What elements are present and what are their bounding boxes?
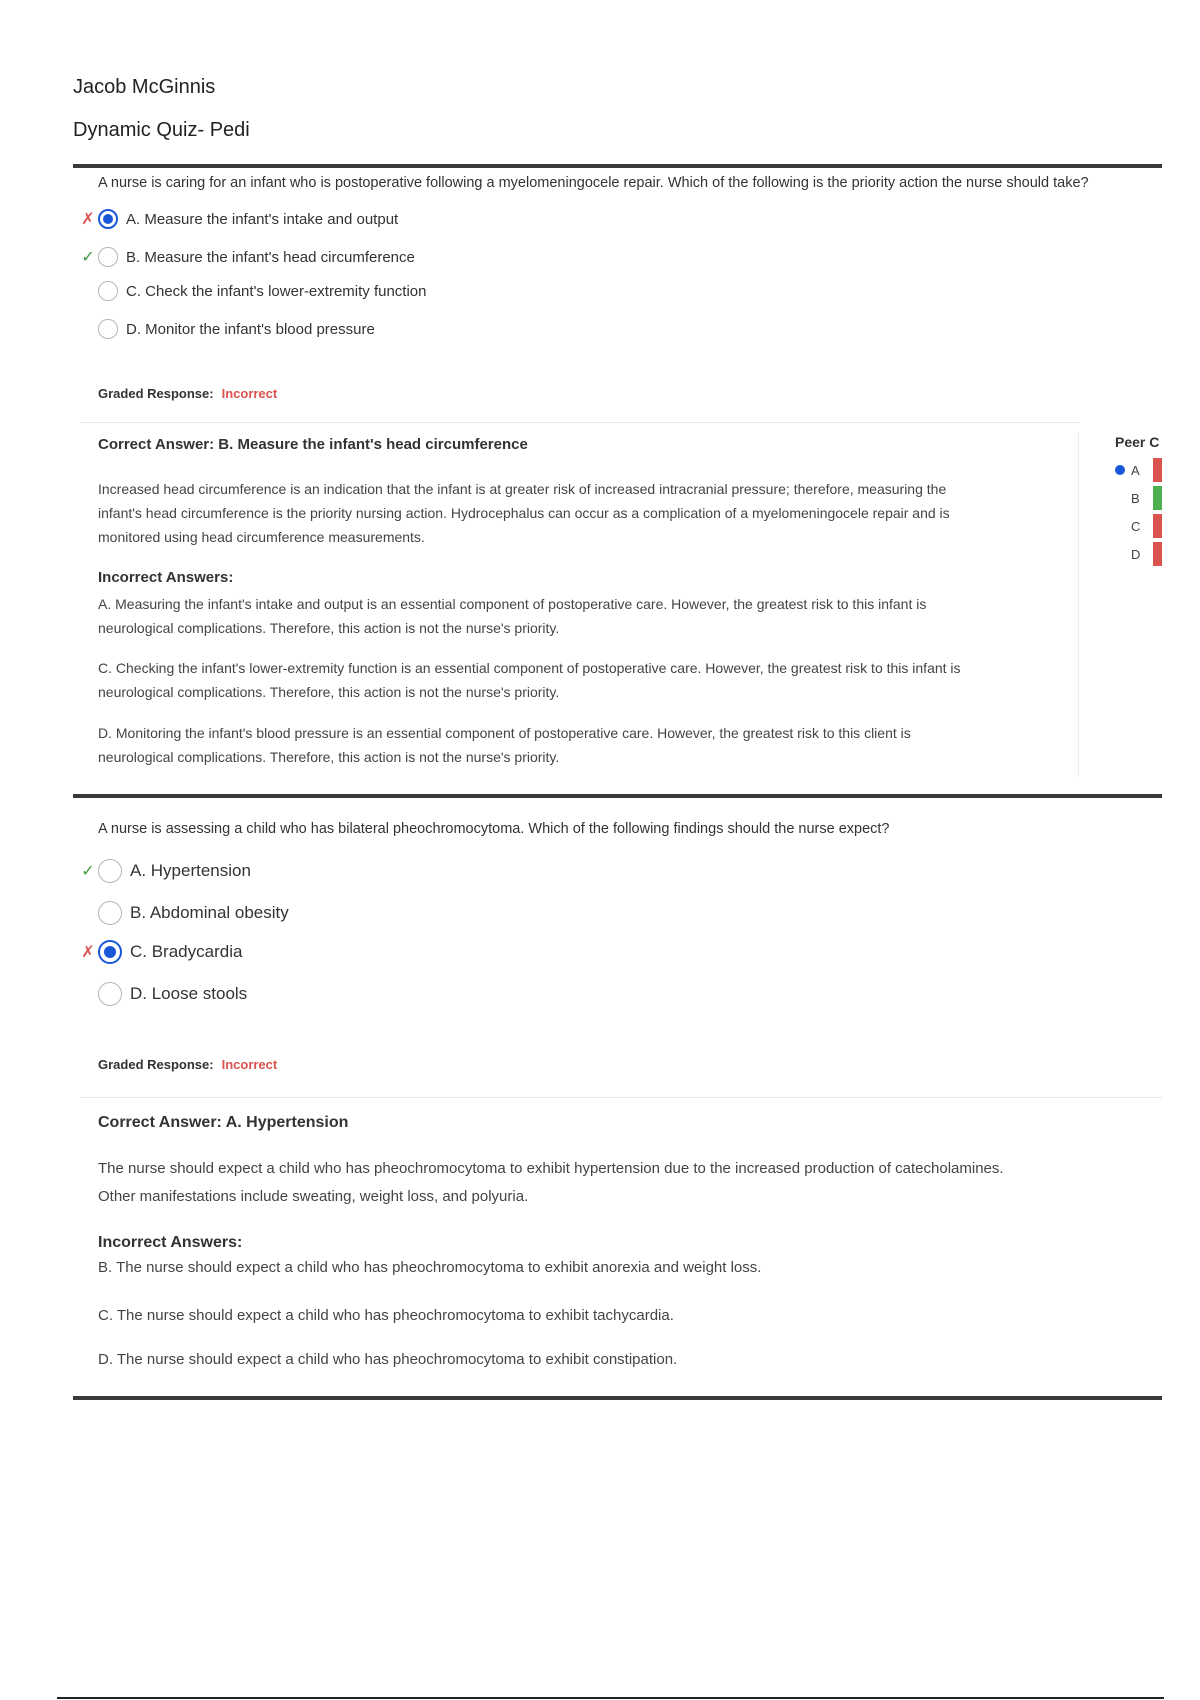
peer-row-c: C [1115,514,1162,538]
peer-row-d: D [1115,542,1162,566]
peer-bar [1153,486,1162,510]
radio-button-selected-icon[interactable] [98,209,118,229]
option-label: D. Loose stools [130,984,248,1003]
page-bottom-rule [57,1697,1164,1699]
correct-mark-icon: ✓ [81,863,95,880]
incorrect-answers-heading: Incorrect Answers: [98,1234,243,1251]
radio-button-icon[interactable] [98,859,122,883]
peer-bar [1153,542,1162,566]
divider [80,1097,1162,1098]
section-divider [73,164,1162,168]
question-1-correct-answer: Correct Answer: B. Measure the infant's head circumference [98,436,528,453]
option-label: B. Abdominal obesity [130,903,289,922]
radio-button-icon[interactable] [98,281,118,301]
graded-response-result: Incorrect [221,386,278,401]
graded-response [98,1057,277,1072]
question-2-option-d[interactable] [78,980,247,1008]
correct-mark-icon: ✓ [81,249,95,266]
question-2-incorrect-b: B. The nurse should expect a child who has pheochromocytoma to exhibit anorexia and weight loss. [98,1259,762,1276]
radio-button-icon[interactable] [98,901,122,925]
question-2-option-a[interactable] [78,857,251,885]
question-2-incorrect-c: C. The nurse should expect a child who has pheochromocytoma to exhibit tachycardia. [98,1307,674,1324]
question-1-incorrect-c: C. Checking the infant's lower-extremity function is an essential component of postoperative care. However, the greatest risk to this infant is neurological complications. Therefore, this action is not the nurse's priority. [98,660,961,700]
peer-row-a: A [1115,458,1162,482]
incorrect-mark-icon: ✗ [81,211,95,228]
graded-response-label: Graded Response: [98,386,214,401]
incorrect-answers-heading: Incorrect Answers: [98,569,234,586]
question-1-incorrect-a: A. Measuring the infant's intake and output is an essential component of postoperative care. However, the greatest risk to this infant is neurological complications. Therefore, this action is not the nurse's priority. [98,596,927,636]
question-2-option-b[interactable] [78,899,289,927]
question-1-incorrect-d: D. Monitoring the infant's blood pressure is an essential component of postoperative care. However, the greatest risk to this client is neurological complications. Therefore, this action is not the nurse's priority. [98,725,911,765]
peer-panel-title: Peer C [1115,434,1160,450]
peer-bar [1153,514,1162,538]
option-label: B. Measure the infant's head circumference [126,248,415,266]
divider [80,422,1080,423]
option-label: C. Check the infant's lower-extremity function [126,282,427,300]
option-label: D. Monitor the infant's blood pressure [126,320,375,338]
selected-dot-icon [1115,465,1125,475]
question-1-option-d[interactable] [78,315,375,343]
section-divider [73,794,1162,798]
question-1-option-a[interactable] [78,205,398,233]
option-label: C. Bradycardia [130,942,243,961]
question-1-prompt: A nurse is caring for an infant who is postoperative following a myelomeningocele repair. Which of the following is the priority action the nurse should take? [98,175,1089,191]
question-2-rationale: The nurse should expect a child who has pheochromocytoma to exhibit hypertension due to the increased production of catecholamines. Other manifestations include sweating, weight loss, and polyuria. [98,1160,1004,1205]
peer-row-b: B [1115,486,1162,510]
option-label: A. Measure the infant's intake and output [126,210,399,228]
peer-comparison-panel [1078,432,1169,777]
graded-response-label: Graded Response: [98,1057,214,1072]
radio-button-icon[interactable] [98,319,118,339]
radio-button-icon[interactable] [98,982,122,1006]
peer-bar [1153,458,1162,482]
radio-button-icon[interactable] [98,247,118,267]
quiz-title: Dynamic Quiz- Pedi [73,119,250,141]
question-1-rationale: Increased head circumference is an indication that the infant is at greater risk of increased intracranial pressure; therefore, measuring the infant's head circumference is the priority nursing action. Hydrocephalus can occur as a complication of a myelomeningocele repair and is monitored using head circumference measurements. [98,481,950,545]
question-2-correct-answer: Correct Answer: A. Hypertension [98,1114,349,1131]
radio-button-selected-icon[interactable] [98,940,122,964]
graded-response [98,386,277,401]
question-2-incorrect-d: D. The nurse should expect a child who has pheochromocytoma to exhibit constipation. [98,1351,678,1368]
question-2-prompt: A nurse is assessing a child who has bilateral pheochromocytoma. Which of the following findings should the nurse expect? [98,821,890,837]
question-1-option-b[interactable] [78,243,415,271]
question-1-option-c[interactable] [78,277,426,305]
graded-response-result: Incorrect [221,1057,278,1072]
option-label: A. Hypertension [130,861,251,880]
section-divider [73,1396,1162,1400]
student-name: Jacob McGinnis [73,76,216,98]
incorrect-mark-icon: ✗ [81,944,95,961]
question-2-option-c[interactable] [78,938,242,966]
